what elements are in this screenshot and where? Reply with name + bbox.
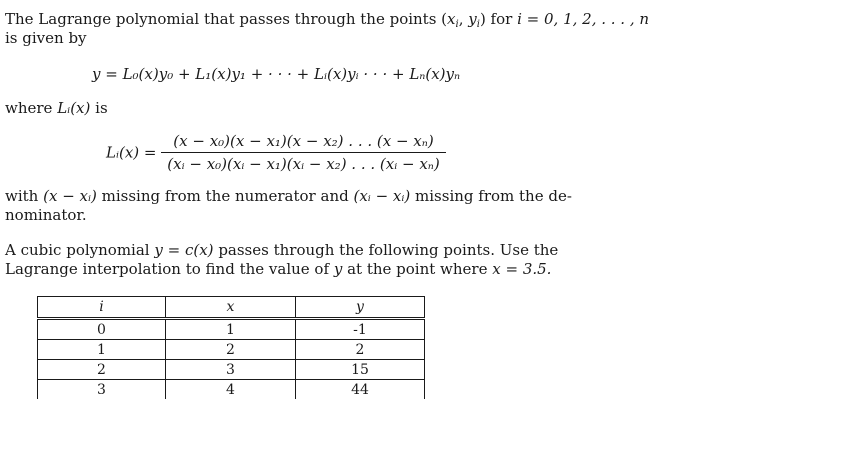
problem-b: passes through the following points. Use the	[218, 241, 559, 259]
table-cell: -1	[296, 319, 425, 340]
intro-text: The Lagrange polynomial that passes through the points (	[5, 10, 448, 28]
table-cell: 3	[38, 380, 166, 400]
problem-var-y: y	[333, 260, 343, 278]
missing-note-a: with	[5, 187, 39, 205]
problem-a: A cubic polynomial	[5, 241, 150, 259]
where-line	[5, 99, 108, 118]
table-header-x: x	[166, 297, 296, 319]
problem-expr: y = c(x)	[154, 241, 214, 259]
problem-line-1	[5, 241, 558, 260]
formula-y	[92, 65, 460, 83]
where-text: where	[5, 99, 53, 117]
missing-note-term2: (xᵢ − xᵢ)	[353, 187, 411, 205]
table-cell: 15	[296, 360, 425, 380]
table-row	[38, 340, 425, 360]
formula-L	[106, 132, 446, 173]
problem-d: at the point where	[347, 260, 488, 278]
table-row	[38, 380, 425, 400]
intro-text-mid: ) for	[479, 10, 518, 28]
table-row	[38, 360, 425, 380]
problem-cond: x = 3.5.	[492, 260, 552, 278]
problem-line-2	[5, 260, 551, 279]
missing-note-line-2: nominator.	[5, 206, 87, 224]
problem-c: Lagrange interpolation to find the value of	[5, 260, 330, 278]
table-cell: 1	[166, 319, 296, 340]
intro-line-2: is given by	[5, 29, 87, 47]
table-cell: 0	[38, 319, 166, 340]
data-table	[37, 296, 425, 399]
table-cell: 44	[296, 380, 425, 400]
intro-range: i = 0, 1, 2, . . . , n	[517, 10, 650, 28]
table-cell: 2	[166, 340, 296, 360]
formula-L-lhs: Lᵢ(x) =	[106, 143, 157, 162]
table-cell: 2	[38, 360, 166, 380]
table-header-i: i	[38, 297, 166, 319]
where-is: is	[95, 99, 108, 117]
intro-line-1: The Lagrange polynomial that passes through the points ($x_i$, $y_i$) for i = 0, 1, 2, . . . , n	[5, 10, 650, 30]
where-term: Lᵢ(x)	[57, 99, 91, 117]
formula-L-denominator: (xᵢ − x₀)(xᵢ − x₁)(xᵢ − x₂) . . . (xᵢ − xₙ)	[167, 155, 440, 173]
missing-note-c: missing from the de-	[415, 187, 572, 205]
table-header-y: y	[296, 297, 425, 319]
table-cell: 2	[296, 340, 425, 360]
table-row	[38, 319, 425, 340]
table-cell: 3	[166, 360, 296, 380]
missing-note-line-1	[5, 187, 572, 206]
missing-note-b: missing from the numerator and	[101, 187, 349, 205]
table-header-row	[38, 297, 425, 319]
table-cell: 4	[166, 380, 296, 400]
table-cell: 1	[38, 340, 166, 360]
formula-y-text: y = L₀(x)y₀ + L₁(x)y₁ + · · · + Lᵢ(x)yᵢ · · · + Lₙ(x)yₙ	[92, 65, 461, 83]
missing-note-term1: (x − xᵢ)	[43, 187, 97, 205]
formula-L-fraction	[161, 132, 445, 173]
formula-L-numerator: (x − x₀)(x − x₁)(x − x₂) . . . (x − xₙ)	[161, 132, 445, 153]
